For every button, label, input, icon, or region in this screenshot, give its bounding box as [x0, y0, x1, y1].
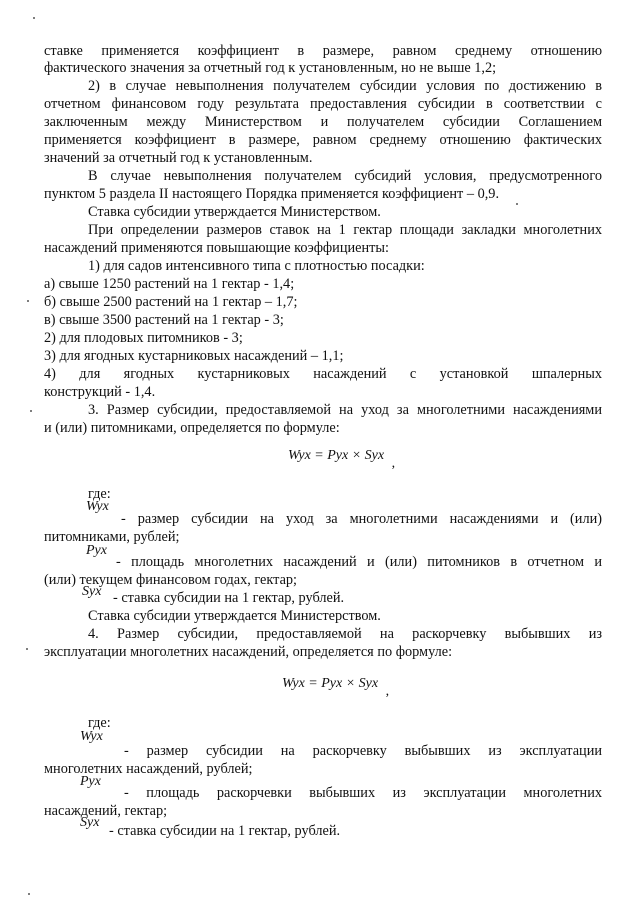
text-line: ставке применяется коэффициент в размере, равном среднему отношению [44, 43, 602, 59]
symbol-wyx: Wyx [80, 729, 103, 744]
scan-speck [33, 17, 35, 19]
text-line: (или) текущем финансовом годах, гектар; [44, 572, 298, 588]
text-line: 2) в случае невыполнения получателем субсидии условия по достижению в [88, 78, 602, 94]
symbol-syx: Syx [82, 584, 102, 599]
formula-wyx [282, 676, 390, 699]
text-line: В случае невыполнения получателем субсидий условия, предусмотренного [88, 168, 602, 184]
text-line: При определении размеров ставок на 1 гектар площади закладки многолетних [88, 222, 602, 238]
symbol-syx: Syx [80, 815, 100, 830]
text-line: питомниками, рублей; [44, 529, 180, 545]
text-line: - площадь раскорчевки выбывших из эксплуатации многолетних [124, 785, 602, 801]
text-line: конструкций - 1,4. [44, 384, 156, 400]
text-line: 3. Размер субсидии, предоставляемой на уход за многолетними насаждениями [88, 402, 602, 418]
formula-comma: , [385, 684, 390, 699]
text-line: применяется коэффициент в размере, равном среднему отношению фактических [44, 132, 602, 148]
scan-speck [516, 203, 518, 205]
text-line: насаждений, гектар; [44, 803, 168, 819]
text-line: заключенным между Министерством и получателем субсидии Соглашением [44, 114, 602, 130]
scan-speck [30, 410, 32, 412]
text-line: фактического значения за отчетный год к установленным, но не выше 1,2; [44, 60, 497, 76]
text-line: - ставка субсидии на 1 гектар, рублей. [109, 823, 341, 839]
symbol-pyx: Pyx [80, 774, 101, 789]
text-line: Ставка субсидии утверждается Министерством. [88, 204, 381, 220]
text-line: 1) для садов интенсивного типа с плотностью посадки: [88, 258, 425, 274]
text-line: насаждений применяются повышающие коэффициенты: [44, 240, 389, 256]
text-line: многолетних насаждений, рублей; [44, 761, 253, 777]
text-line: значений за отчетный год к установленным. [44, 150, 313, 166]
text-line: б) свыше 2500 растений на 1 гектар – 1,7; [44, 294, 298, 310]
text-line: Ставка субсидии утверждается Министерством. [88, 608, 381, 624]
formula-expression: Wyx = Pyx × Syx [282, 676, 379, 691]
text-line: а) свыше 1250 растений на 1 гектар - 1,4; [44, 276, 295, 292]
text-line: пунктом 5 раздела II настоящего Порядка применяется коэффициент – 0,9. [44, 186, 500, 202]
formula-wyx [288, 448, 396, 471]
text-line: 3) для ягодных кустарниковых насаждений – 1,1; [44, 348, 344, 364]
text-line: где: [88, 715, 111, 731]
text-line: эксплуатации многолетних насаждений, определяется по формуле: [44, 644, 453, 660]
text-line: отчетном финансовом году результата предоставления субсидии в соответствии с [44, 96, 602, 112]
text-line: где: [88, 486, 111, 502]
text-line: - размер субсидии на раскорчевку выбывших из эксплуатации [124, 743, 602, 759]
symbol-wyx: Wyx [86, 499, 109, 514]
text-line: - площадь многолетних насаждений и (или) питомников в отчетном и [116, 554, 602, 570]
text-line: 2) для плодовых питомников - 3; [44, 330, 243, 346]
scan-speck [26, 648, 28, 650]
scan-speck [28, 893, 30, 895]
formula-comma: , [391, 456, 396, 471]
text-line: в) свыше 3500 растений на 1 гектар - 3; [44, 312, 284, 328]
formula-expression: Wyx = Pyx × Syx [288, 448, 385, 463]
text-line: 4) для ягодных кустарниковых насаждений с установкой шпалерных [44, 366, 602, 382]
text-line: - ставка субсидии на 1 гектар, рублей. [113, 590, 345, 606]
symbol-pyx: Pyx [86, 543, 107, 558]
text-line: - размер субсидии на уход за многолетними насаждениями и (или) [121, 511, 602, 527]
text-line: и (или) питомниками, определяется по формуле: [44, 420, 340, 436]
scan-speck [27, 300, 29, 302]
text-line: 4. Размер субсидии, предоставляемой на раскорчевку выбывших из [88, 626, 602, 642]
